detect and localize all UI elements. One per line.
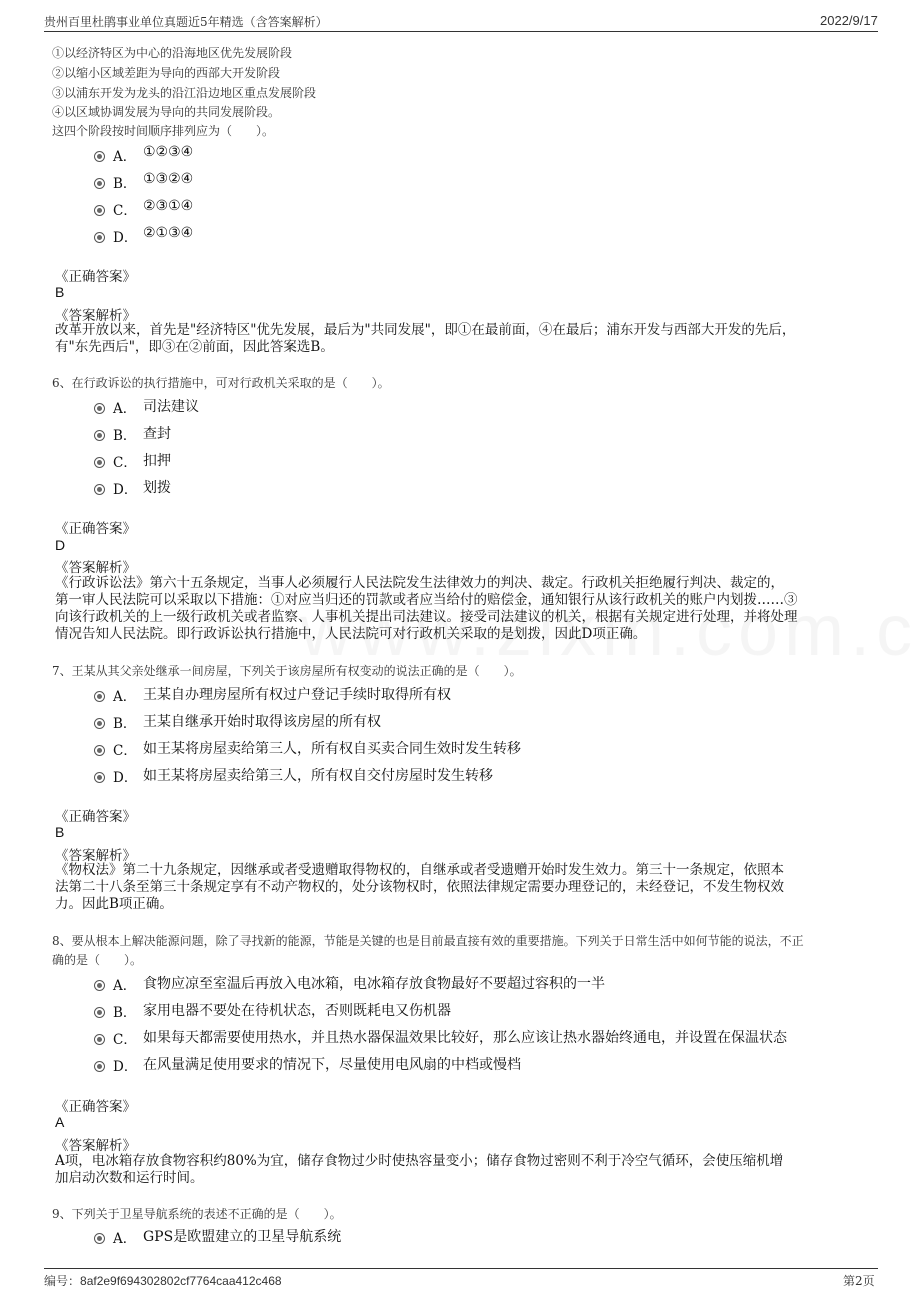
radio-icon[interactable] bbox=[94, 1061, 105, 1072]
option-text: 在风量满足使用要求的情况下，尽量使用电风扇的中档或慢档 bbox=[143, 1057, 521, 1073]
document-code-label: 编号： bbox=[44, 1274, 81, 1288]
option-text: 扣押 bbox=[143, 453, 171, 469]
option-letter: C． bbox=[113, 1032, 137, 1048]
option-text: 划拨 bbox=[143, 480, 171, 496]
document-date: 2022/9/17 bbox=[820, 13, 878, 28]
option-text: 家用电器不要处在待机状态，否则既耗电又伤机器 bbox=[143, 1003, 451, 1019]
option-text: 王某自继承开始时取得该房屋的所有权 bbox=[143, 714, 381, 730]
radio-icon[interactable] bbox=[94, 1233, 105, 1244]
option-text: 司法建议 bbox=[143, 399, 199, 415]
radio-icon[interactable] bbox=[94, 691, 105, 702]
question-text: 8、要从根本上解决能源问题，除了寻找新的能源，节能是关键的也是目前最直接有效的重要措施。下列关于日常生活中如何节能的说法，不正 bbox=[52, 934, 804, 948]
option-letter: C． bbox=[113, 743, 137, 759]
answer-label: 《正确答案》 bbox=[55, 269, 136, 285]
question-text: 7、王某从其父亲处继承一间房屋，下列关于该房屋所有权变动的说法正确的是（ ）。 bbox=[52, 664, 522, 678]
answer-value: B bbox=[55, 824, 65, 840]
q5-intro-line: ②以缩小区域差距为导向的西部大开发阶段 bbox=[52, 66, 281, 80]
option-text: ①③②④ bbox=[143, 171, 194, 187]
radio-icon[interactable] bbox=[94, 772, 105, 783]
answer-label: 《正确答案》 bbox=[55, 521, 136, 537]
radio-icon[interactable] bbox=[94, 430, 105, 441]
option-letter: B． bbox=[113, 1005, 137, 1021]
document-code bbox=[44, 1272, 282, 1289]
radio-icon[interactable] bbox=[94, 205, 105, 216]
analysis-label: 《答案解析》 bbox=[55, 308, 136, 324]
radio-icon[interactable] bbox=[94, 1034, 105, 1045]
option-letter: B． bbox=[113, 176, 137, 192]
q5-intro-line: ④以区域协调发展为导向的共同发展阶段。 bbox=[52, 105, 281, 119]
option-text: 王某自办理房屋所有权过户登记手续时取得所有权 bbox=[143, 687, 451, 703]
option-text: ②③①④ bbox=[143, 198, 194, 214]
option-letter: C． bbox=[113, 203, 137, 219]
answer-value: A bbox=[55, 1114, 65, 1130]
q5-intro-line: 这四个阶段按时间顺序排列应为（ ）。 bbox=[52, 124, 275, 138]
analysis-text: A项，电冰箱存放食物容积约80%为宜，储存食物过少时使热容量变小；储存食物过密则不利于冷空气循环，会使压缩机增 加启动次数和运行时间。 bbox=[55, 1153, 784, 1186]
analysis-text: 改革开放以来，首先是"经济特区"优先发展，最后为"共同发展"，即①在最前面，④在最后；浦东开发与西部大开发的先后， 有"东先西后"，即③在②前面，因此答案选B。 bbox=[55, 322, 796, 355]
option-text: 如王某将房屋卖给第三人，所有权自买卖合同生效时发生转移 bbox=[143, 741, 521, 757]
option-letter: D． bbox=[113, 770, 138, 786]
radio-icon[interactable] bbox=[94, 745, 105, 756]
answer-value: D bbox=[55, 537, 66, 553]
option-letter: A． bbox=[113, 1231, 137, 1247]
option-text: ②①③④ bbox=[143, 225, 194, 241]
page-number: 第2页 bbox=[843, 1274, 875, 1288]
document-code-value: 8af2e9f694302802cf7764caa412c468 bbox=[80, 1274, 282, 1288]
option-letter: C． bbox=[113, 455, 137, 471]
radio-icon[interactable] bbox=[94, 403, 105, 414]
analysis-text: 《物权法》第二十九条规定，因继承或者受遗赠取得物权的，自继承或者受遗赠开始时发生效力。第三十一条规定，依照本 法第二十八条至第三十条规定享有不动产物权的，处分该物权时，依照法律规定需要办理登记的，未经登记，不发生物权效 力。因此B项正确。 bbox=[55, 862, 784, 912]
radio-icon[interactable] bbox=[94, 232, 105, 243]
analysis-label: 《答案解析》 bbox=[55, 1138, 136, 1154]
question-text: 6、在行政诉讼的执行措施中，可对行政机关采取的是（ ）。 bbox=[52, 376, 390, 390]
option-text: 如王某将房屋卖给第三人，所有权自交付房屋时发生转移 bbox=[143, 768, 493, 784]
header-rule bbox=[44, 31, 878, 32]
radio-icon[interactable] bbox=[94, 151, 105, 162]
radio-icon[interactable] bbox=[94, 980, 105, 991]
option-letter: D． bbox=[113, 1059, 138, 1075]
option-text: 食物应凉至室温后再放入电冰箱，电冰箱存放食物最好不要超过容积的一半 bbox=[143, 976, 605, 992]
analysis-label: 《答案解析》 bbox=[55, 848, 136, 864]
radio-icon[interactable] bbox=[94, 484, 105, 495]
answer-label: 《正确答案》 bbox=[55, 809, 136, 825]
radio-icon[interactable] bbox=[94, 457, 105, 468]
q5-intro-line: ③以浦东开发为龙头的沿江沿边地区重点发展阶段 bbox=[52, 86, 317, 100]
q5-intro-line: ①以经济特区为中心的沿海地区优先发展阶段 bbox=[52, 46, 293, 60]
question-text: 9、下列关于卫星导航系统的表述不正确的是（ ）。 bbox=[52, 1207, 342, 1221]
option-letter: A． bbox=[113, 401, 137, 417]
footer-rule bbox=[44, 1268, 878, 1269]
option-letter: A． bbox=[113, 978, 137, 994]
question-text: 确的是（ ）。 bbox=[52, 953, 143, 967]
option-letter: D． bbox=[113, 482, 138, 498]
analysis-label: 《答案解析》 bbox=[55, 560, 136, 576]
radio-icon[interactable] bbox=[94, 1007, 105, 1018]
answer-value: B bbox=[55, 284, 65, 300]
option-letter: A． bbox=[113, 689, 137, 705]
document-title: 贵州百里杜鹃事业单位真题近5年精选（含答案解析） bbox=[44, 15, 328, 29]
option-letter: A． bbox=[113, 149, 137, 165]
option-text: GPS是欧盟建立的卫星导航系统 bbox=[143, 1229, 342, 1245]
radio-icon[interactable] bbox=[94, 178, 105, 189]
option-letter: B． bbox=[113, 716, 137, 732]
option-letter: B． bbox=[113, 428, 137, 444]
option-letter: D． bbox=[113, 230, 138, 246]
analysis-text: 《行政诉讼法》第六十五条规定，当事人必须履行人民法院发生法律效力的判决、裁定。行政机关拒绝履行判决、裁定的， 第一审人民法院可以采取以下措施：①对应当归还的罚款或者应当给付的赔偿金，通知银行从该行政机关的账户内划拨……③ 向该行政机关的上一级行政机关或者监察、人事机关提出司法建议。接受司法建议的机关，根据有关规定进行处理，并将处理 情况告知人民法院。即行政诉讼执行措施中，人民法院可对行政机关采取的是划拨，因此D项正确。 bbox=[55, 575, 798, 642]
radio-icon[interactable] bbox=[94, 718, 105, 729]
option-text: ①②③④ bbox=[143, 144, 194, 160]
option-text: 查封 bbox=[143, 426, 171, 442]
answer-label: 《正确答案》 bbox=[55, 1099, 136, 1115]
option-text: 如果每天都需要使用热水，并且热水器保温效果比较好，那么应该让热水器始终通电，并设置在保温状态 bbox=[143, 1030, 787, 1046]
